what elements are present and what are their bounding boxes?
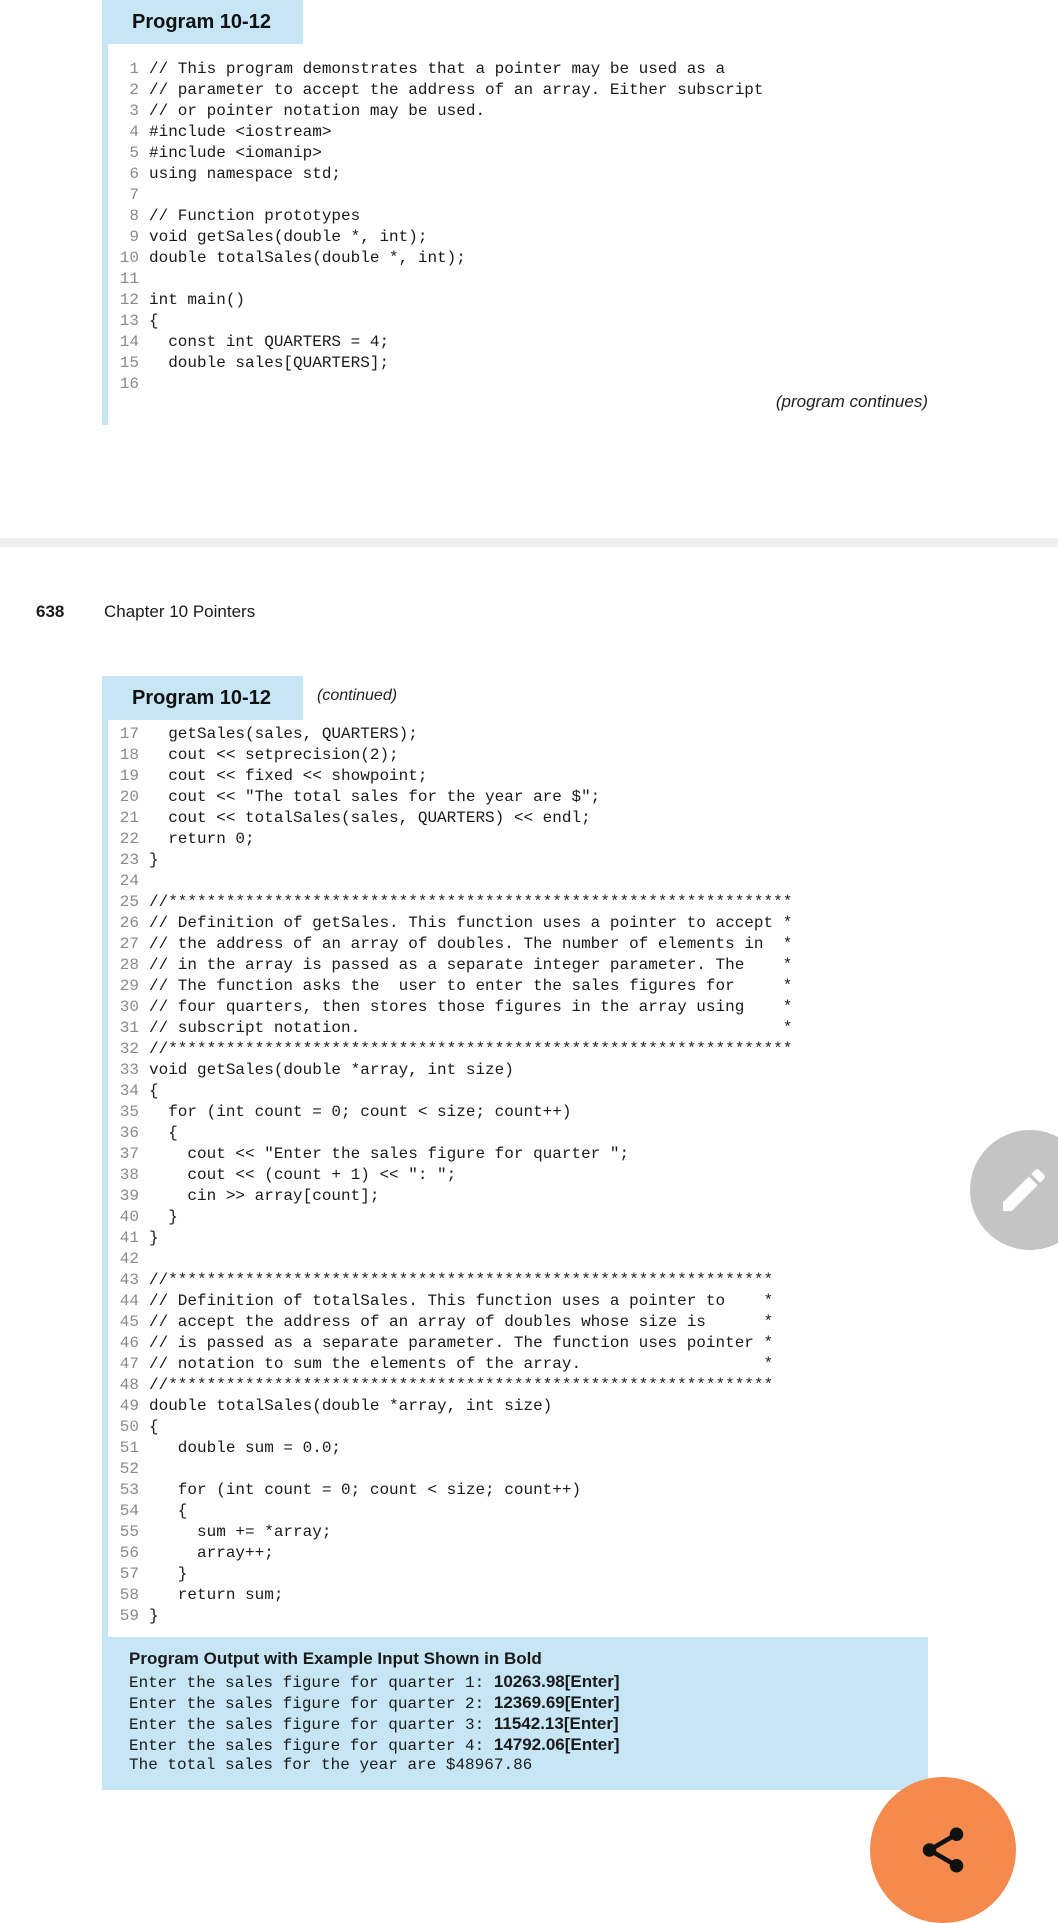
line-number: 19 xyxy=(119,767,139,785)
code-text: double sum = 0.0; xyxy=(149,1439,342,1457)
line-number: 55 xyxy=(119,1523,139,1541)
line-number: 35 xyxy=(119,1103,139,1121)
code-text: #include <iomanip> xyxy=(149,144,322,162)
output-line xyxy=(129,1734,928,1755)
output-user-input: 12369.69[Enter] xyxy=(493,1693,620,1712)
code-line xyxy=(115,1228,792,1249)
code-line xyxy=(115,787,792,808)
code-text: // Function prototypes xyxy=(149,207,361,225)
output-text: Enter the sales figure for quarter 4: xyxy=(129,1737,494,1755)
code-line xyxy=(115,871,792,892)
pencil-icon xyxy=(996,1162,1052,1218)
code-line xyxy=(115,143,764,164)
code-text: { xyxy=(149,1502,188,1520)
line-number: 13 xyxy=(119,312,139,330)
page-637 xyxy=(0,0,1058,538)
code-line xyxy=(115,59,764,80)
code-line xyxy=(115,1081,792,1102)
code-text: // four quarters, then stores those figures in the array using * xyxy=(149,998,793,1016)
code-line xyxy=(115,248,764,269)
line-number: 49 xyxy=(119,1397,139,1415)
code-line xyxy=(115,1501,792,1522)
output-lines xyxy=(129,1671,928,1776)
code-text: //*************************************************************** xyxy=(149,1271,774,1289)
line-number: 54 xyxy=(119,1502,139,1520)
code-line xyxy=(115,1102,792,1123)
chapter-header: Chapter 10 Pointers xyxy=(104,602,256,621)
code-text: cout << "Enter the sales figure for quarter "; xyxy=(149,1145,630,1163)
code-text: return 0; xyxy=(149,830,255,848)
line-number: 28 xyxy=(119,956,139,974)
program-sidebar-bar xyxy=(102,0,108,425)
code-line xyxy=(115,1480,792,1501)
output-title: Program Output with Example Input Shown in Bold xyxy=(129,1649,542,1668)
code-line xyxy=(115,311,764,332)
output-text: Enter the sales figure for quarter 1: xyxy=(129,1674,494,1692)
code-line xyxy=(115,164,764,185)
code-text: } xyxy=(149,1565,188,1583)
code-text: //***************************************************************** xyxy=(149,893,793,911)
line-number: 51 xyxy=(119,1439,139,1457)
line-number: 10 xyxy=(119,249,139,267)
line-number: 39 xyxy=(119,1187,139,1205)
code-line xyxy=(115,1123,792,1144)
line-number: 5 xyxy=(129,144,139,162)
output-user-input: 11542.13[Enter] xyxy=(493,1714,619,1733)
code-text: void getSales(double *array, int size) xyxy=(149,1061,514,1079)
code-text: cout << "The total sales for the year are $"; xyxy=(149,788,601,806)
code-line xyxy=(115,122,764,143)
line-number: 52 xyxy=(119,1460,139,1478)
code-line xyxy=(115,1438,792,1459)
code-line xyxy=(115,1333,792,1354)
code-text: // Definition of totalSales. This function uses a pointer to * xyxy=(149,1292,774,1310)
code-text: getSales(sales, QUARTERS); xyxy=(149,725,418,743)
output-line xyxy=(129,1755,928,1776)
code-text: int main() xyxy=(149,291,246,309)
line-number: 12 xyxy=(119,291,139,309)
code-line xyxy=(115,745,792,766)
share-button[interactable] xyxy=(870,1777,1016,1923)
code-text: cout << (count + 1) << ": "; xyxy=(149,1166,457,1184)
line-number: 36 xyxy=(119,1124,139,1142)
code-text: cout << fixed << showpoint; xyxy=(149,767,428,785)
code-line xyxy=(115,724,792,745)
line-number: 42 xyxy=(119,1250,139,1268)
line-number: 6 xyxy=(129,165,139,183)
code-line xyxy=(115,1585,792,1606)
line-number: 45 xyxy=(119,1313,139,1331)
line-number: 9 xyxy=(129,228,139,246)
line-number: 21 xyxy=(119,809,139,827)
output-text: The total sales for the year are $48967.86 xyxy=(129,1756,533,1774)
code-text: double sales[QUARTERS]; xyxy=(149,354,390,372)
code-line xyxy=(115,1207,792,1228)
page-divider xyxy=(0,538,1058,547)
line-number: 33 xyxy=(119,1061,139,1079)
code-text: #include <iostream> xyxy=(149,123,332,141)
output-text: Enter the sales figure for quarter 2: xyxy=(129,1695,494,1713)
code-text: // The function asks the user to enter the sales figures for * xyxy=(149,977,793,995)
code-line xyxy=(115,1564,792,1585)
line-number: 24 xyxy=(119,872,139,890)
code-text: // parameter to accept the address of an array. Either subscript xyxy=(149,81,764,99)
line-number: 30 xyxy=(119,998,139,1016)
code-line xyxy=(115,1459,792,1480)
line-number: 22 xyxy=(119,830,139,848)
code-text: void getSales(double *, int); xyxy=(149,228,428,246)
line-number: 31 xyxy=(119,1019,139,1037)
code-text: const int QUARTERS = 4; xyxy=(149,333,390,351)
code-line xyxy=(115,206,764,227)
page-638 xyxy=(0,547,1058,1855)
line-number: 29 xyxy=(119,977,139,995)
code-line xyxy=(115,892,792,913)
line-number: 1 xyxy=(129,60,139,78)
code-line xyxy=(115,1312,792,1333)
line-number: 48 xyxy=(119,1376,139,1394)
code-text: cout << setprecision(2); xyxy=(149,746,399,764)
code-text: //***************************************************************** xyxy=(149,1040,793,1058)
code-text: //*************************************************************** xyxy=(149,1376,774,1394)
line-number: 20 xyxy=(119,788,139,806)
code-line xyxy=(115,1417,792,1438)
code-line xyxy=(115,850,792,871)
code-line xyxy=(115,976,792,997)
line-number: 37 xyxy=(119,1145,139,1163)
program-output-box xyxy=(102,1637,928,1790)
line-number: 17 xyxy=(119,725,139,743)
code-line xyxy=(115,1186,792,1207)
code-text: { xyxy=(149,1124,178,1142)
line-number: 18 xyxy=(119,746,139,764)
line-number: 8 xyxy=(129,207,139,225)
code-line xyxy=(115,1396,792,1417)
line-number: 2 xyxy=(129,81,139,99)
code-text: { xyxy=(149,1082,159,1100)
line-number: 27 xyxy=(119,935,139,953)
line-number: 23 xyxy=(119,851,139,869)
line-number: 59 xyxy=(119,1607,139,1625)
code-line xyxy=(115,353,764,374)
line-number: 25 xyxy=(119,893,139,911)
code-text: sum += *array; xyxy=(149,1523,332,1541)
code-text: // subscript notation. * xyxy=(149,1019,793,1037)
code-text: return sum; xyxy=(149,1586,284,1604)
code-text: // is passed as a separate parameter. The function uses pointer * xyxy=(149,1334,774,1352)
code-line xyxy=(115,269,764,290)
line-number: 26 xyxy=(119,914,139,932)
code-line xyxy=(115,1291,792,1312)
code-line xyxy=(115,829,792,850)
code-line xyxy=(115,374,764,395)
code-line xyxy=(115,80,764,101)
code-text: { xyxy=(149,1418,159,1436)
output-text: Enter the sales figure for quarter 3: xyxy=(129,1716,494,1734)
program-label: Program 10-12 xyxy=(102,676,303,720)
code-text: // or pointer notation may be used. xyxy=(149,102,486,120)
line-number: 57 xyxy=(119,1565,139,1583)
line-number: 40 xyxy=(119,1208,139,1226)
line-number: 43 xyxy=(119,1271,139,1289)
code-text: // in the array is passed as a separate integer parameter. The * xyxy=(149,956,793,974)
output-line xyxy=(129,1713,928,1734)
line-number: 3 xyxy=(129,102,139,120)
line-number: 58 xyxy=(119,1586,139,1604)
code-text: // notation to sum the elements of the array. * xyxy=(149,1355,774,1373)
code-line xyxy=(115,1165,792,1186)
code-line xyxy=(115,185,764,206)
code-text: cout << totalSales(sales, QUARTERS) << endl; xyxy=(149,809,591,827)
line-number: 4 xyxy=(129,123,139,141)
line-number: 11 xyxy=(119,270,139,288)
output-user-input: 14792.06[Enter] xyxy=(493,1735,620,1754)
code-line xyxy=(115,1606,792,1627)
code-line xyxy=(115,1249,792,1270)
output-line xyxy=(129,1692,928,1713)
program-sidebar-bar xyxy=(102,676,108,1790)
continued-tag: (continued) xyxy=(317,687,398,704)
code-text: for (int count = 0; count < size; count++) xyxy=(149,1103,572,1121)
code-text: cin >> array[count]; xyxy=(149,1187,380,1205)
line-number: 16 xyxy=(119,375,139,393)
code-listing xyxy=(115,59,764,395)
code-line xyxy=(115,1144,792,1165)
line-number: 32 xyxy=(119,1040,139,1058)
line-number: 56 xyxy=(119,1544,139,1562)
code-line xyxy=(115,997,792,1018)
line-number: 46 xyxy=(119,1334,139,1352)
code-line xyxy=(115,913,792,934)
code-line xyxy=(115,101,764,122)
program-continues-note: (program continues) xyxy=(775,392,928,411)
output-user-input: 10263.98[Enter] xyxy=(493,1672,620,1691)
line-number: 50 xyxy=(119,1418,139,1436)
line-number: 47 xyxy=(119,1355,139,1373)
code-text: // Definition of getSales. This function uses a pointer to accept * xyxy=(149,914,793,932)
line-number: 38 xyxy=(119,1166,139,1184)
line-number: 15 xyxy=(119,354,139,372)
code-text: double totalSales(double *, int); xyxy=(149,249,466,267)
code-line xyxy=(115,1522,792,1543)
output-line xyxy=(129,1671,928,1692)
program-label: Program 10-12 xyxy=(102,0,303,44)
code-line xyxy=(115,766,792,787)
code-line xyxy=(115,227,764,248)
code-text: // the address of an array of doubles. The number of elements in * xyxy=(149,935,793,953)
line-number: 34 xyxy=(119,1082,139,1100)
code-line xyxy=(115,1543,792,1564)
code-line xyxy=(115,808,792,829)
code-line xyxy=(115,1018,792,1039)
line-number: 53 xyxy=(119,1481,139,1499)
code-line xyxy=(115,955,792,976)
code-text: double totalSales(double *array, int size) xyxy=(149,1397,553,1415)
code-line xyxy=(115,1039,792,1060)
code-text: } xyxy=(149,1208,178,1226)
code-text: } xyxy=(149,851,159,869)
code-line xyxy=(115,1375,792,1396)
code-text: array++; xyxy=(149,1544,274,1562)
code-line xyxy=(115,1270,792,1291)
page-number: 638 xyxy=(36,602,65,621)
line-number: 7 xyxy=(129,186,139,204)
code-text: using namespace std; xyxy=(149,165,342,183)
line-number: 44 xyxy=(119,1292,139,1310)
code-text: // This program demonstrates that a pointer may be used as a xyxy=(149,60,726,78)
share-icon xyxy=(916,1823,970,1877)
code-line xyxy=(115,934,792,955)
code-text: // accept the address of an array of doubles whose size is * xyxy=(149,1313,774,1331)
code-line xyxy=(115,290,764,311)
code-listing xyxy=(115,724,792,1627)
line-number: 41 xyxy=(119,1229,139,1247)
code-line xyxy=(115,332,764,353)
code-text: for (int count = 0; count < size; count++) xyxy=(149,1481,582,1499)
code-line xyxy=(115,1354,792,1375)
code-text: } xyxy=(149,1607,159,1625)
code-text: { xyxy=(149,312,159,330)
code-text: } xyxy=(149,1229,159,1247)
code-line xyxy=(115,1060,792,1081)
line-number: 14 xyxy=(119,333,139,351)
